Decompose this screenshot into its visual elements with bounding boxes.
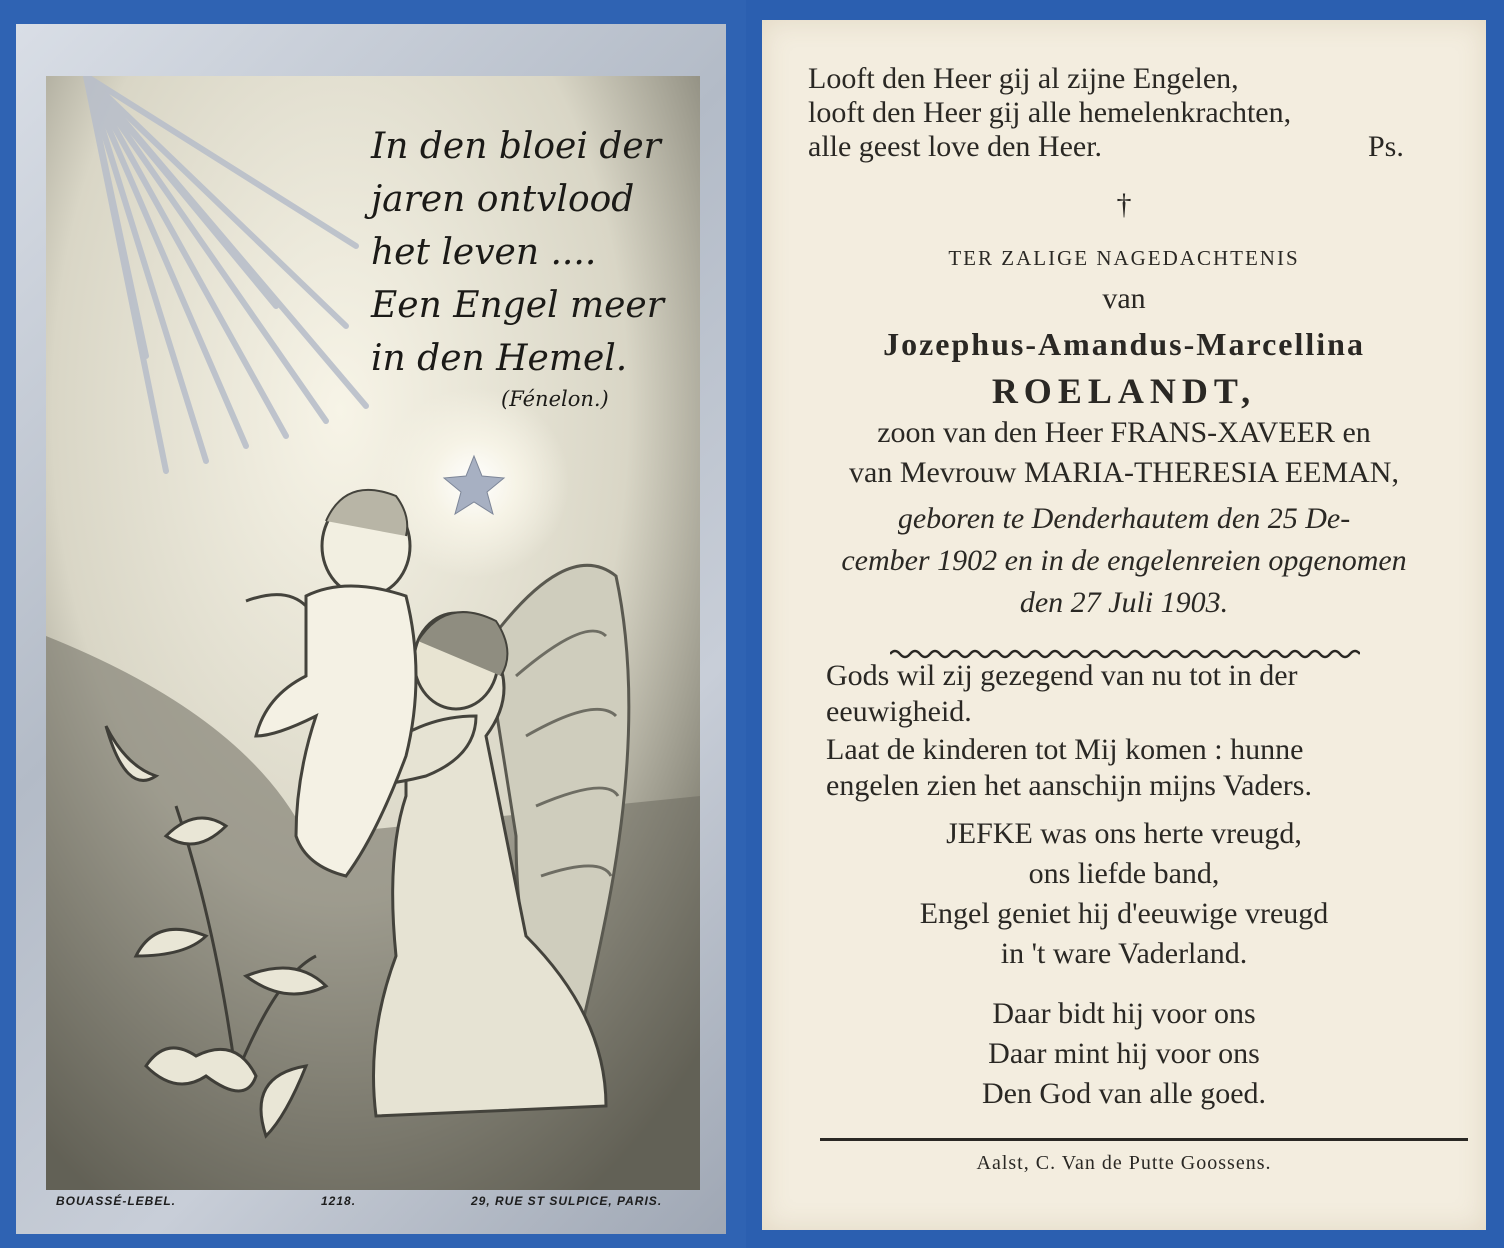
cross-symbol: † [1116,188,1132,221]
psalm-quote [808,62,1448,164]
verse-line: Een Engel meer [371,285,664,326]
printer-divider [820,1138,1468,1141]
poem-line: Daar mint hij voor ons [988,1037,1260,1070]
psalm-line: looft den Heer gij alle hemelenkrachten, [808,96,1292,129]
left-card-front [0,0,746,1248]
publisher-imprint [56,1194,696,1214]
mother-line: van Mevrouw MARIA-THERESIA EEMAN, [849,456,1399,489]
right-card-back [746,0,1504,1248]
prayer-two [826,732,1466,804]
plate-number: 1218. [321,1194,357,1208]
engraving-picture [46,76,700,1190]
publisher-address: 29, RUE ST SULPICE, PARIS. [471,1194,663,1208]
birth-line: cember 1902 en in de engelenreien opgenomen [841,544,1407,577]
poem-line: Den God van alle goed. [981,1077,1267,1110]
birth-line: den 27 Juli 1903. [1019,586,1229,619]
verse-line: In den bloei der [371,126,661,167]
psalm-line: alle geest love den Heer. Ps. [808,130,1404,163]
poem-line: in 't ware Vaderland. [1000,937,1248,970]
deceased-given-names: Jozephus-Amandus-Marcellina [883,326,1365,362]
psalm-line: Looft den Heer gij al zijne Engelen, [808,62,1239,95]
father-line: zoon van den Heer FRANS-XAVEER en [877,416,1371,449]
verse-inscription [371,120,671,413]
memorial-heading: TER ZALIGE NAGEDACHTENIS [948,246,1300,270]
verse-line: in den Hemel. [371,338,628,379]
prayer-line: Gods wil zij gezegend van nu tot in der [826,659,1298,692]
poem-stanza-one [762,814,1486,974]
van-text: van [1102,282,1146,315]
poem-line: Daar bidt hij voor ons [992,997,1256,1030]
prayer-line: eeuwigheid. [826,695,972,728]
poem-line: Engel geniet hij d'eeuwige vreugd [919,897,1329,930]
poem-stanza-two [762,994,1486,1114]
prayer-one [826,658,1466,730]
publisher-name: BOUASSÉ-LEBEL. [56,1194,177,1208]
printer-imprint: Aalst, C. Van de Putte Goossens. [976,1152,1272,1174]
birth-line: geboren te Denderhautem den 25 De- [897,502,1351,535]
verse-line: het leven .... [371,232,597,273]
poem-line: JEFKE was ons herte vreugd, [946,817,1302,850]
verse-line: jaren ontvlood [371,179,635,220]
prayer-line: Laat de kinderen tot Mij komen : hunne [826,733,1304,766]
memorial-text-panel [762,20,1486,1230]
psalm-reference: Ps. [1368,130,1404,163]
birth-death-details [762,498,1486,624]
deceased-surname: ROELANDT, [991,371,1257,411]
prayer-line: engelen zien het aanschijn mijns Vaders. [826,769,1312,802]
verse-attribution: (Fénelon.) [501,387,609,411]
poem-line: ons liefde band, [1028,857,1220,890]
